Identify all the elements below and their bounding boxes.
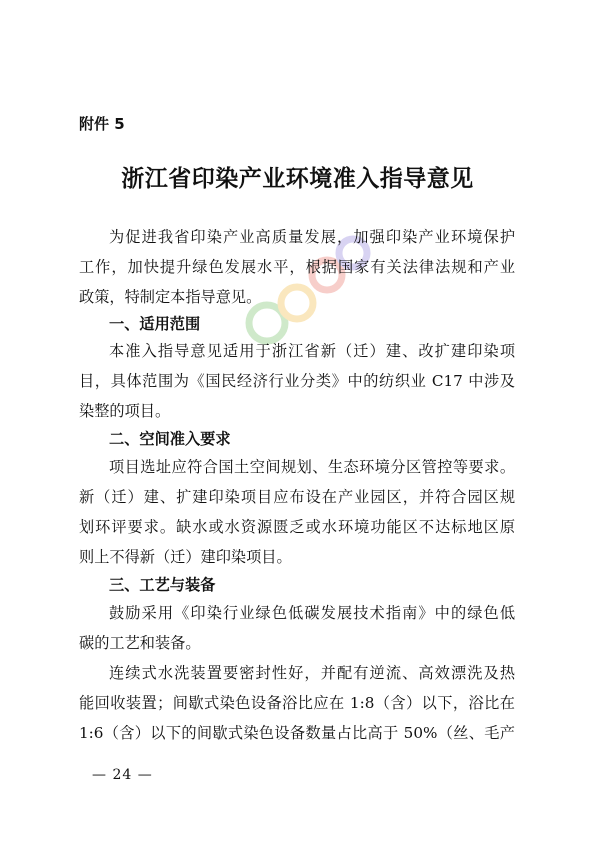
body-line: 连续式水洗装置要密封性好，并配有逆流、高效漂洗及热 xyxy=(109,664,515,682)
body-line: 能回收装置；间歇式染色设备浴比应在 1:8（含）以下，浴比在 xyxy=(79,694,515,712)
body-line: 目，具体范围为《国民经济行业分类》中的纺织业 C17 中涉及 xyxy=(79,372,515,390)
section-heading: 三、工艺与装备 xyxy=(109,576,216,594)
intro-line: 政策，特制定本指导意见。 xyxy=(79,288,262,306)
document-title: 浙江省印染产业环境准入指导意见 xyxy=(121,166,474,192)
section-heading: 二、空间准入要求 xyxy=(109,430,231,448)
body-line: 本准入指导意见适用于浙江省新（迁）建、改扩建印染项 xyxy=(109,342,515,360)
body-line: 划环评要求。缺水或水资源匮乏或水环境功能区不达标地区原 xyxy=(79,518,515,536)
intro-line: 为促进我省印染产业高质量发展，加强印染产业环境保护 xyxy=(109,228,515,246)
section-heading: 一、适用范围 xyxy=(109,315,201,333)
attachment-label: 附件 5 xyxy=(79,115,125,133)
intro-line: 工作，加快提升绿色发展水平，根据国家有关法律法规和产业 xyxy=(79,258,515,276)
body-line: 染整的项目。 xyxy=(79,402,171,420)
body-line: 则上不得新（迁）建印染项目。 xyxy=(79,548,292,566)
body-line: 新（迁）建、扩建印染项目应布设在产业园区，并符合园区规 xyxy=(79,488,515,506)
body-line: 1:6（含）以下的间歇式染色设备数量占比高于 50%（丝、毛产 xyxy=(79,724,515,742)
body-line: 鼓励采用《印染行业绿色低碳发展技术指南》中的绿色低 xyxy=(109,604,515,622)
body-line: 项目选址应符合国土空间规划、生态环境分区管控等要求。 xyxy=(109,458,515,476)
page-number: — 24 — xyxy=(92,767,153,783)
body-line: 碳的工艺和装备。 xyxy=(79,634,201,652)
